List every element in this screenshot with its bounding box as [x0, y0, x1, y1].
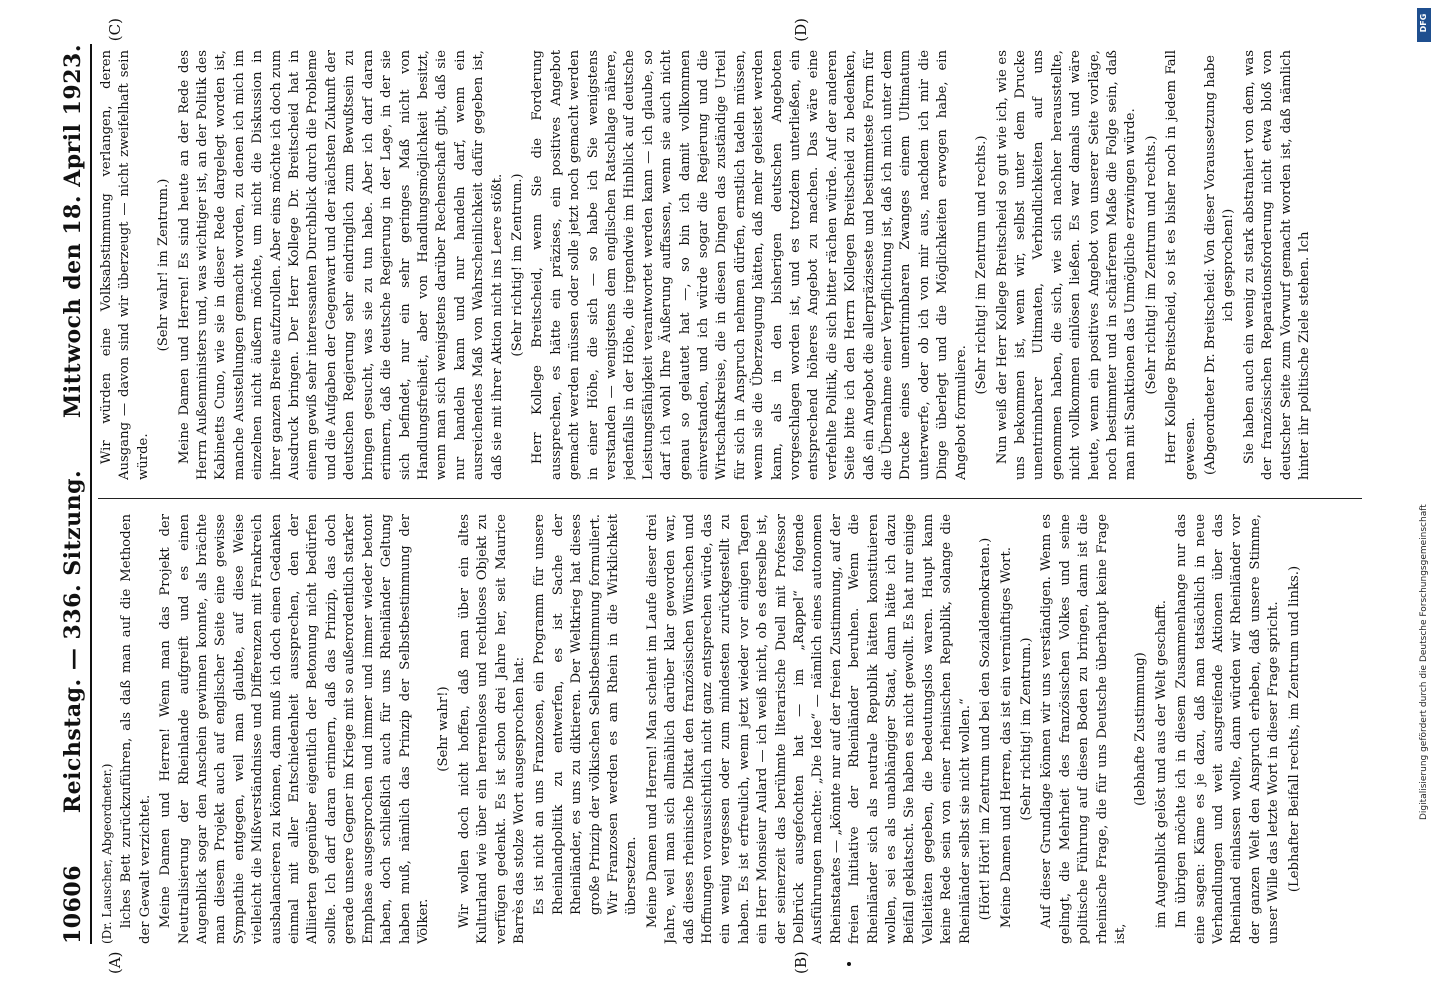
quotation: Es ist nicht an uns Franzosen, ein Programm für unsere Rheinlandpolitik zu entwerfen, es ist Sache der Rheinländer, es uns zu diktieren. Der Weltkrieg hat dieses große Prinzip der völkischen Selbstbestimmung formuliert. Wir Franzosen werden es am Rhein in die Wirklichkeit übersetzen.: [532, 514, 640, 915]
interjection: (lebhafte Zustimmung): [1133, 652, 1149, 806]
interjection: (Lebhafter Beifall rechts, im Zentrum und links.): [1286, 565, 1302, 893]
digitization-credit: [1419, 180, 1431, 820]
interjection: (Sehr richtig! im Zentrum.): [509, 173, 525, 357]
paragraph: Herr Kollege Breitscheid, so ist es bisher noch in jedem Fall gewesen.: [1164, 50, 1198, 480]
paragraph: Sie haben auch ein wenig zu stark abstrahiert von dem, was der französischen Reparationsforderung nicht etwa bloß von deutscher Seite zum Vorwurf gemacht worden ist, daß nämlich hinter ihr politische Ziele stehen. Ich: [1241, 50, 1312, 480]
paragraph: Wir würden eine Volksabstimmung verlangen, deren Ausgang — davon sind wir überzeugt — nicht zweifelhaft sein würde.: [99, 50, 151, 480]
paragraph: Herr Kollege Breitscheid, wenn Sie die Forderung aussprechen, es hätte ein präzises, ein positives Angebot gemacht werden müssen oder solle jetzt noch gemacht werden in einer Höhe, die sich — so habe ich Sie wenigstens verstanden — wenigstens dem englischen Ratschlage nähere, jedenfalls in der Höhe, die irgendwie im Hinblick auf deutsche Leistungsfähigkeit verantwortet werden kann — ich glaube, so darf ich wohl Ihre Äußerung auffassen, wenn sie auch nicht genau so gelautet hat —, so bin ich damit vollkommen einverstanden, und ich würde sogar die Regierung und die Wirtschaftskreise, die in diesen Dingen das zuständige Urteil für sich in Anspruch nehmen dürfen, ernstlich tadeln müssen, wenn sie die Überzeugung hätten, daß mehr geleistet werden kann, als in den bisherigen deutschen Angeboten vorgeschlagen worden ist, und es trotzdem unterließen, ein entsprechend höheres Angebot zu machen. Das wäre eine verfehlte Politik, die sich bitter rächen würde. Auf der anderen Seite bitte ich den Herrn Kollegen Breitscheid zu bedenken, daß ein Angebot die allerpräziseste und bestimmteste Form für die Übernahme einer Verpflichtung ist, daß ich mich unter dem Drucke eines unentrinnbaren Zwanges einem Ultimatum unterwerfe, oder ob ich von mir aus, nachdem ich mir die Dinge überlegt und die Möglichkeiten erwogen habe, ein Angebot formuliere.: [530, 50, 969, 480]
interjection: (Sehr wahr! im Zentrum.): [156, 178, 172, 352]
interjection: (Sehr richtig! im Zentrum und rechts.): [974, 135, 990, 395]
paragraph: Nun weiß der Herr Kollege Breitscheid so gut wie ich, wie es uns bekommen ist, wenn wir, selbst unter dem Drucke unentrinnbarer Ultimaten, Verbindlichkeiten auf uns genommen haben, die sich, wie sich nachher herausstellte, nicht vollkommen einlösen ließen. Es war damals und wäre heute, wenn ein positives Angebot von unserer Seite vorläge, noch bestimmter und in schärferem Maße die Folge sein, daß man mit Sanktionen das Unmögliche erzwingen würde.: [994, 50, 1139, 480]
page-header: [50, 44, 86, 944]
interjection: (Sehr richtig! im Zentrum und rechts.): [1143, 135, 1159, 395]
page-title: Reichstag. — 336. Sitzung.: [60, 469, 86, 814]
page-date: Mittwoch den 18. April 1923.: [60, 44, 86, 418]
paragraph: Meine Damen und Herren! Wenn man das Projekt der Neutralisierung der Rheinlande aufgreift und es einen Augenblick sogar den Anschein gewinnen konnte, als brächte man diesem Projekt auch auf englischer Seite eine gewisse Sympathie entgegen, weil man glaubte, auf diese Weise vielleicht die Mißverständnisse und Differenzen mit Frankreich ausbalancieren zu können, dann muß ich doch einen Gedanken einmal mit aller Entschiedenheit aussprechen, den der Alliierten gegenüber eigentlich der Betonung nicht bedürfen sollte. Ich darf daran erinnern, daß das Prinzip, das doch gerade unsere Gegner im Kriege mit so außerordentlich starker Emphase ausgesprochen und immer und immer wieder betont haben, doch schließlich auch für uns Rheinländer Geltung haben muß, nämlich das Prinzip der Selbstbestimmung der Völker.: [158, 514, 431, 944]
margin-dot: [847, 962, 851, 966]
paragraph: Wir wollen doch nicht hoffen, daß man über ein altes Kulturland wie über ein herrenloses und rechtloses Objekt zu verfügen gedenkt. Es ist schon drei Jahre her, seit Maurice Barrès das stolze Wort ausgesprochen hat:: [456, 514, 527, 944]
interjection: (Sehr wahr!): [436, 686, 452, 772]
paragraph: liches Bett zurückzuführen, als daß man auf die Methoden der Gewalt verzichtet.: [119, 514, 153, 944]
column-divider: [98, 498, 1362, 499]
margin-mark-b: (B): [792, 951, 810, 974]
header-rule: [90, 44, 92, 944]
speaker-label: (Dr. Lauscher, Abgeordneter.): [100, 763, 114, 944]
document-page: [32, 20, 1402, 980]
paragraph: Auf dieser Grundlage können wir uns verständigen. Wenn es gelingt, die Mehrheit des französischen Volkes und seine politische Führung auf diesen Boden zu bringen, dann ist die rheinische Frage, die für uns Deutsche überhaupt keine Frage ist,: [1039, 514, 1128, 944]
margin-mark-d: (D): [792, 18, 810, 42]
paragraph: im Augenblick gelöst und aus der Welt geschafft.: [1153, 600, 1169, 929]
dfg-logo-text: DFG: [1419, 13, 1428, 33]
interjection: (Hört! Hört! im Zentrum und bei den Sozialdemokraten.): [978, 537, 994, 921]
digitization-credit-text: Digitalisierung gefördert durch die Deutsche Forschungsgemeinschaft: [1419, 504, 1429, 820]
interjection: (Sehr richtig! im Zentrum.): [1018, 637, 1034, 821]
margin-mark-c: (C): [106, 18, 124, 42]
interjection: (Abgeordneter Dr. Breitscheid: Von dieser Voraussetzung habe ich gesprochen!): [1202, 55, 1237, 476]
page-number: 10606: [60, 864, 86, 944]
paragraph: Meine Damen und Herren! Man scheint im Laufe dieser drei Jahre, weil man sich allmählich darüber klar geworden war, daß dieses rheinische Diktat den französischen Wünschen und Hoffnungen voraussichtlich nicht ganz entsprechen würde, das ein wenig vergessen oder zum mindesten zurückgestellt zu haben. Es ist erfreulich, wenn jetzt wieder vor einigen Tagen ein Herr Monsieur Aulard — ich weiß nicht, ob es derselbe ist, der seinerzeit das berühmte literarische Duell mit Professor Delbrück ausgefochten hat — im „Rappel“ folgende Ausführungen machte: „Die Idee“ — nämlich eines autonomen Rheinstaates — „könnte nur auf der freien Zustimmung, auf der freien Initiative der Rheinländer beruhen. Wenn die Rheinländer sich als neutrale Republik hätten konstituieren wollen, sei es als unabhängiger Staat, dann hätte ich dazu Beifall geklatscht. Sie haben es nicht gewollt. Es hat nur einige Velleitäten gegeben, die bedeutungslos waren. Haupt kann keine Rede sein von einer rheinischen Republik, solange die Rheinländer selbst sie nicht wollen.“: [644, 514, 973, 944]
dfg-logo: [1417, 8, 1431, 42]
paragraph: Meine Damen und Herren, das ist ein vernünftiges Wort.: [998, 547, 1014, 929]
paragraph: Im übrigen möchte ich in diesem Zusammenhange nur das eine sagen: Käme es je dazu, daß man tatsächlich in neue Verhandlungen und weit ausgreifende Aktionen über das Rheinland einlassen wollte, dann würden wir Rheinländer vor der ganzen Welt den Anspruch erheben, daß unsere Stimme, unser Wille das letzte Wort in dieser Frage spricht.: [1174, 514, 1282, 944]
paragraph: Meine Damen und Herren! Es sind heute an der Rede des Herrn Außenministers und, was wichtiger ist, an der Politik des Kabinetts Cuno, wie sie in dieser Rede dargelegt worden ist, manche Ausstellungen gemacht worden, zu denen ich mich im einzelnen nicht äußern möchte, um nicht die Diskussion in ihrer ganzen Breite aufzurollen. Aber eins möchte ich doch zum Ausdruck bringen. Der Herr Kollege Dr. Breitscheid hat in einem gewiß sehr interessanten Durchblick durch die Probleme und die Aufgaben der Gegenwart und der nächsten Zukunft der deutschen Regierung sehr eindringlich zum Bewußtsein zu bringen gesucht, was sie zu tun habe. Aber ich darf daran erinnern, daß die deutsche Regierung in der Lage, in der sie sich befindet, nur ein sehr geringes Maß nicht von Handlungsfreiheit, aber von Handlungsmöglichkeit besitzt, wenn man sich wenigstens darüber Rechenschaft gibt, daß sie nur handeln kann und nur handeln darf, wenn ein ausreichendes Maß von Wahrscheinlichkeit dafür gegeben ist, daß sie mit ihrer Aktion nicht ins Leere stößt.: [176, 50, 505, 480]
left-column: [98, 514, 1380, 944]
margin-mark-a: (A): [106, 951, 124, 974]
right-column: [98, 50, 1380, 480]
